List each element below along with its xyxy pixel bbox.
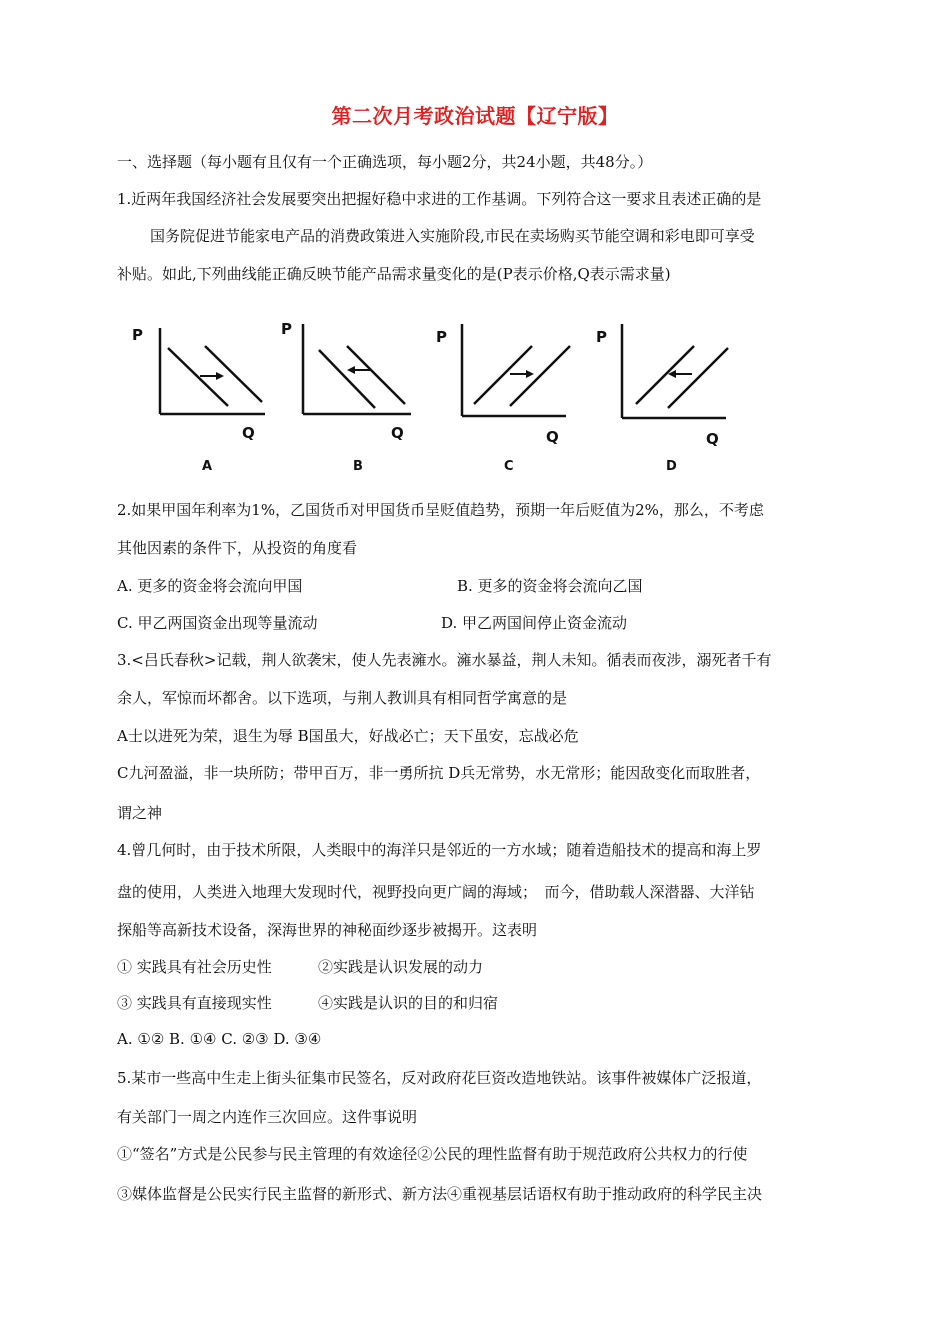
graph-a-label: A — [202, 459, 213, 474]
q3-line4: C九河盈溢，非一块所防；带甲百万，非一勇所抗 D兵无常势，水无常形；能因敌变化而取胜者， — [117, 764, 761, 782]
graph-a-p-label: P — [132, 326, 143, 344]
graph-b-label: B — [353, 459, 363, 474]
q4-option-2: ②实践是认识发展的动力 — [318, 958, 484, 976]
graph-b-p-label: P — [281, 320, 292, 338]
q4-choices: A. ①② B. ①④ C. ②③ D. ③④ — [117, 1030, 322, 1048]
q2-line2: 其他因素的条件下，从投资的角度看 — [117, 539, 358, 557]
graph-b — [283, 318, 443, 478]
q1-line2: 国务院促进节能家电产品的消费政策进入实施阶段,市民在卖场购买节能空调和彩电即可享受 — [150, 227, 755, 245]
graph-a-q-label: Q — [242, 424, 255, 442]
graph-c-p-label: P — [436, 328, 447, 346]
q2-option-b: B. 更多的资金将会流向乙国 — [457, 577, 643, 595]
q2-option-a: A. 更多的资金将会流向甲国 — [117, 577, 303, 595]
q2-option-c: C. 甲乙两国资金出现等量流动 — [117, 614, 318, 632]
page-title: 第二次月考政治试题【辽宁版】 — [331, 104, 619, 128]
graph-c-q-label: Q — [546, 428, 559, 446]
graph-c — [434, 318, 594, 478]
graph-d-label: D — [666, 459, 677, 474]
graph-d-p-label: P — [596, 328, 607, 346]
graph-c-label: C — [504, 459, 514, 474]
q1-stem: 1.近两年我国经济社会发展要突出把握好稳中求进的工作基调。下列符合这一要求且表述正确的是 — [117, 190, 762, 208]
q5-line2: 有关部门一周之内连作三次回应。这件事说明 — [117, 1108, 418, 1126]
q3-line2: 余人，军惊而坏都舍。以下选项，与荆人教训具有相同哲学寓意的是 — [117, 689, 568, 707]
q4-option-3: ③ 实践具有直接现实性 — [117, 994, 272, 1012]
q5-stem: 5.某市一些高中生走上街头征集市民签名，反对政府花巨资改造地铁站。该事件被媒体广泛报道， — [117, 1069, 762, 1087]
q2-option-d: D. 甲乙两国间停止资金流动 — [441, 614, 628, 632]
q5-line3: ①“签名”方式是公民参与民主管理的有效途径②公民的理性监督有助于规范政府公共权力的行使 — [117, 1145, 748, 1163]
q4-stem: 4.曾几何时，由于技术所限，人类眼中的海洋只是邻近的一方水域；随着造船技术的提高和海上罗 — [117, 841, 762, 859]
q4-option-4: ④实践是认识的目的和归宿 — [318, 994, 499, 1012]
graph-b-q-label: Q — [391, 424, 404, 442]
graph-d — [594, 318, 754, 478]
q3-line5: 谓之神 — [117, 804, 163, 822]
q4-option-1: ① 实践具有社会历史性 — [117, 958, 272, 976]
graph-a — [130, 318, 290, 478]
q3-stem: 3.<吕氏春秋>记载，荆人欲袭宋，使人先表澭水。澭水暴益，荆人未知。循表而夜涉，溺死者千有 — [117, 651, 772, 669]
q2-stem: 2.如果甲国年利率为1%，乙国货币对甲国货币呈贬值趋势，预期一年后贬值为2%，那么，不考虑 — [117, 501, 764, 519]
q1-line3: 补贴。如此,下列曲线能正确反映节能产品需求量变化的是(P表示价格,Q表示需求量) — [117, 265, 671, 283]
q3-line3: A士以进死为荣，退生为辱 B国虽大，好战必亡；天下虽安，忘战必危 — [117, 727, 579, 745]
section-heading: 一、选择题（每小题有且仅有一个正确选项，每小题2分，共24小题，共48分。） — [117, 153, 653, 171]
graph-d-q-label: Q — [706, 430, 719, 448]
q4-line2: 盘的使用，人类进入地理大发现时代，视野投向更广阔的海域； 而今，借助载人深潜器、大洋钻 — [117, 883, 755, 901]
q5-line4: ③媒体监督是公民实行民主监督的新形式、新方法④重视基层话语权有助于推动政府的科学民主决 — [117, 1185, 763, 1203]
q4-line3: 探船等高新技术设备，深海世界的神秘面纱逐步被揭开。这表明 — [117, 921, 538, 939]
